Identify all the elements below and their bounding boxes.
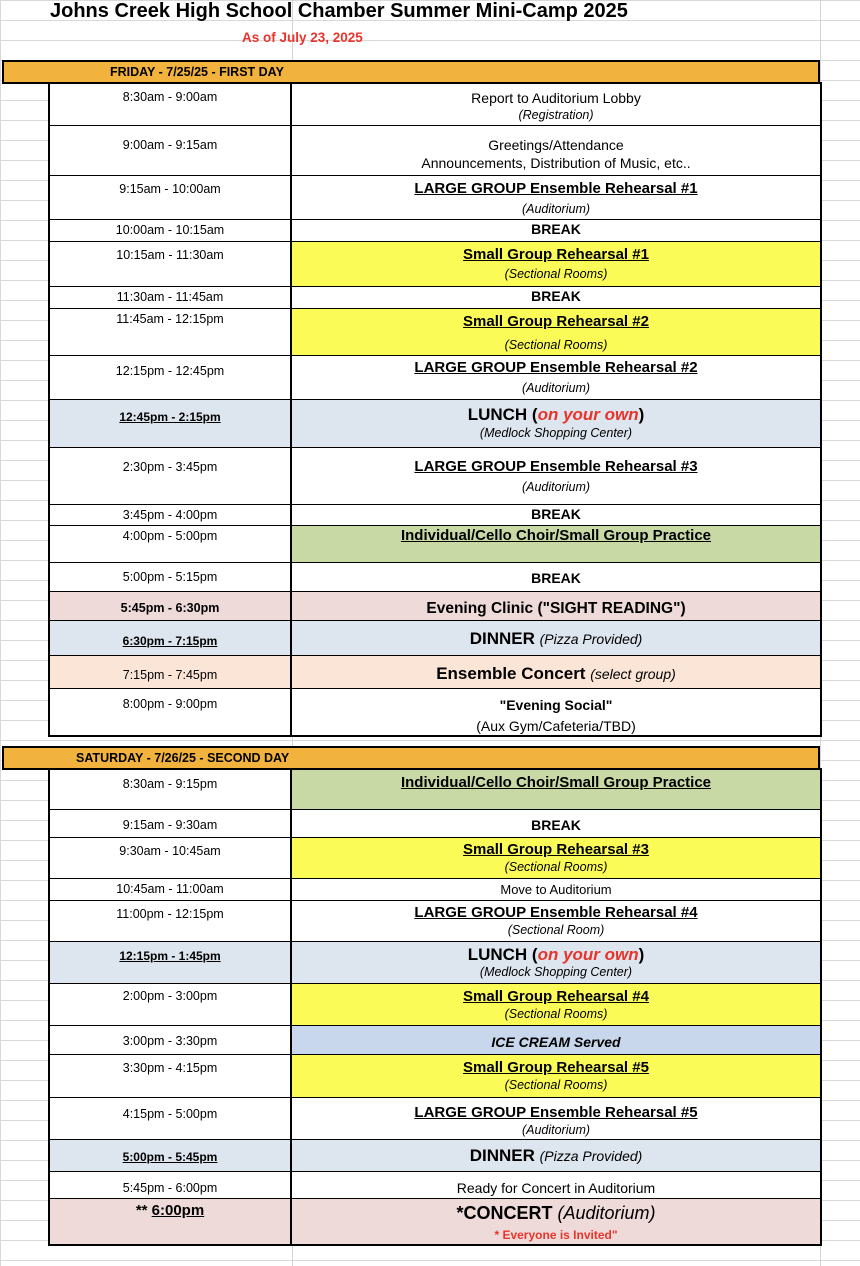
time-cell: 2:00pm - 3:00pm [50,984,292,1025]
schedule-row [50,525,820,562]
activity-location: (Sectional Rooms) [504,1006,608,1021]
activity-title: BREAK [531,288,581,304]
activity-cell [292,1055,820,1097]
dinner-note: (Pizza Provided) [539,631,643,647]
activity-location: (Sectional Rooms) [504,266,608,281]
activity-title: "Evening Social" [499,697,613,713]
schedule-row [50,241,820,286]
activity-title [292,1141,820,1166]
activity-title [292,1200,820,1225]
time-cell: 8:00pm - 9:00pm [50,689,292,735]
activity-title: BREAK [531,570,581,586]
activity-title: LARGE GROUP Ensemble Rehearsal #5 [414,1104,698,1121]
activity-location: (Sectional Room) [507,922,605,937]
schedule-row [50,655,820,688]
lunch-label: LUNCH ( [467,405,538,424]
time-cell: 5:00pm - 5:45pm [50,1140,292,1171]
time-cell: 9:30am - 10:45am [50,838,292,878]
schedule-row [50,941,820,983]
time-cell: 4:00pm - 5:00pm [50,526,292,562]
activity-title: ICE CREAM Served [491,1034,621,1050]
activity-cell [292,1098,820,1139]
time-cell: 3:00pm - 3:30pm [50,1026,292,1054]
time-cell: 5:00pm - 5:15pm [50,563,292,591]
lunch-accent: on your own [537,945,639,964]
day1-schedule [48,82,822,737]
schedule-row [50,308,820,355]
time-cell: 10:45am - 11:00am [50,879,292,900]
activity-title: LARGE GROUP Ensemble Rehearsal #4 [414,904,698,921]
day2-schedule [48,768,822,1246]
lunch-label: LUNCH ( [467,945,538,964]
schedule-row [50,809,820,837]
activity-details: Announcements, Distribution of Music, etc.. [421,154,691,171]
activity-location: (Medlock Shopping Center) [479,965,633,980]
schedule-row [50,878,820,900]
activity-cell [292,84,820,125]
activity-cell [292,838,820,878]
activity-title: LARGE GROUP Ensemble Rehearsal #3 [414,458,698,475]
schedule-row [50,770,820,809]
day2-header-bar [2,746,820,770]
time-cell: 4:15pm - 5:00pm [50,1098,292,1139]
time-cell [50,1199,292,1244]
schedule-row [50,1097,820,1139]
activity-title [292,943,820,965]
schedule-row [50,355,820,399]
activity-cell [292,621,820,655]
activity-title [292,657,820,684]
activity-cell [292,770,820,809]
concert-label: Ensemble Concert [436,664,586,683]
activity-cell [292,220,820,241]
activity-location: (Auditorium) [521,1122,591,1137]
activity-title: BREAK [531,817,581,833]
time-cell: 8:30am - 9:15pm [50,770,292,809]
schedule-row [50,1025,820,1054]
activity-cell [292,1026,820,1054]
activity-cell [292,942,820,983]
activity-cell [292,984,820,1025]
concert-time: 6:00pm [151,1202,205,1219]
activity-title: Move to Auditorium [500,882,612,897]
activity-location: (Sectional Rooms) [504,1077,608,1092]
time-cell: 10:15am - 11:30am [50,242,292,286]
schedule-row [50,688,820,735]
time-cell: 12:15pm - 12:45pm [50,356,292,399]
activity-location: (Auditorium) [521,479,591,494]
activity-cell [292,656,820,688]
time-cell: 11:45am - 12:15pm [50,309,292,355]
schedule-row [50,286,820,308]
dinner-note: (Pizza Provided) [539,1148,643,1164]
schedule-row [50,447,820,504]
activity-title: Ready for Concert in Auditorium [456,1180,656,1196]
activity-title: BREAK [531,221,581,237]
time-cell: 11:00pm - 12:15pm [50,901,292,941]
activity-cell [292,1199,820,1244]
schedule-row [50,175,820,219]
time-prefix: ** [135,1202,152,1219]
schedule-row [50,504,820,525]
activity-title: Greetings/Attendance [488,137,624,153]
dinner-label: DINNER [469,629,535,648]
activity-cell [292,309,820,355]
lunch-accent: on your own [537,405,639,424]
time-cell: 9:15am - 9:30am [50,810,292,837]
activity-title: Individual/Cello Choir/Small Group Practice [400,774,712,791]
activity-location: (Sectional Rooms) [504,337,608,352]
activity-location: (Auditorium) [521,380,591,395]
activity-cell [292,242,820,286]
activity-location: (Auditorium) [521,201,591,216]
as-of-date: As of July 23, 2025 [242,30,363,45]
time-cell: 9:15am - 10:00am [50,176,292,219]
time-cell: 5:45pm - 6:00pm [50,1172,292,1198]
time-cell: 7:15pm - 7:45pm [50,656,292,688]
schedule-row [50,620,820,655]
activity-title: Small Group Rehearsal #1 [463,246,649,263]
concert-invite: * Everyone is Invited" [494,1227,618,1242]
activity-cell [292,901,820,941]
activity-cell [292,448,820,504]
schedule-row [50,900,820,941]
activity-cell [292,1140,820,1171]
activity-title: Small Group Rehearsal #2 [463,313,649,330]
activity-title [292,622,820,649]
activity-title: Individual/Cello Choir/Small Group Practice [400,527,712,544]
activity-cell [292,505,820,525]
schedule-row [50,591,820,620]
activity-cell [292,126,820,175]
time-cell: 12:15pm - 1:45pm [50,942,292,983]
activity-title: Small Group Rehearsal #4 [463,988,649,1005]
activity-title: Report to Auditorium Lobby [471,90,641,106]
lunch-label-end: ) [638,945,645,964]
activity-title: LARGE GROUP Ensemble Rehearsal #2 [414,359,698,376]
concert-label: *CONCERT [456,1203,553,1223]
schedule-row [50,1198,820,1244]
lunch-label-end: ) [638,405,645,424]
schedule-row [50,125,820,175]
activity-location: (Medlock Shopping Center) [479,426,633,441]
time-cell: 10:00am - 10:15am [50,220,292,241]
activity-title [292,401,820,425]
time-cell: 9:00am - 9:15am [50,126,292,175]
time-cell: 8:30am - 9:00am [50,84,292,125]
schedule-row [50,219,820,241]
day2-label: SATURDAY - 7/26/25 - SECOND DAY [76,751,290,765]
time-cell: 11:30am - 11:45am [50,287,292,308]
activity-cell [292,879,820,900]
concert-location: (Auditorium) [557,1203,656,1223]
time-cell: 12:45pm - 2:15pm [50,400,292,447]
day1-header-bar [2,60,820,84]
schedule-row [50,562,820,591]
schedule-row [50,1171,820,1198]
activity-location: (Registration) [518,107,594,122]
activity-title: Small Group Rehearsal #3 [463,841,649,858]
activity-cell [292,287,820,308]
time-cell: 3:45pm - 4:00pm [50,505,292,525]
time-cell: 2:30pm - 3:45pm [50,448,292,504]
activity-cell [292,810,820,837]
schedule-row [50,1054,820,1097]
schedule-row [50,84,820,125]
activity-location: (Sectional Rooms) [504,859,608,874]
activity-cell [292,176,820,219]
schedule-row [50,983,820,1025]
activity-title: LARGE GROUP Ensemble Rehearsal #1 [414,180,698,197]
activity-title: BREAK [531,506,581,522]
time-cell: 5:45pm - 6:30pm [50,592,292,620]
time-cell: 6:30pm - 7:15pm [50,621,292,655]
dinner-label: DINNER [469,1146,535,1165]
activity-location: (Aux Gym/Cafeteria/TBD) [476,717,636,734]
activity-title: Small Group Rehearsal #5 [463,1059,649,1076]
schedule-row [50,837,820,878]
page-title: Johns Creek High School Chamber Summer Mini-Camp 2025 [50,0,628,22]
schedule-row [50,1139,820,1171]
activity-cell [292,400,820,447]
activity-cell [292,1172,820,1198]
time-cell: 3:30pm - 4:15pm [50,1055,292,1097]
activity-cell [292,592,820,620]
day1-label: FRIDAY - 7/25/25 - FIRST DAY [110,65,284,79]
schedule-row [50,399,820,447]
activity-cell [292,526,820,562]
activity-cell [292,356,820,399]
activity-title: Evening Clinic ("SIGHT READING") [426,600,686,617]
concert-note: (select group) [590,666,676,682]
activity-cell [292,563,820,591]
activity-cell [292,689,820,735]
